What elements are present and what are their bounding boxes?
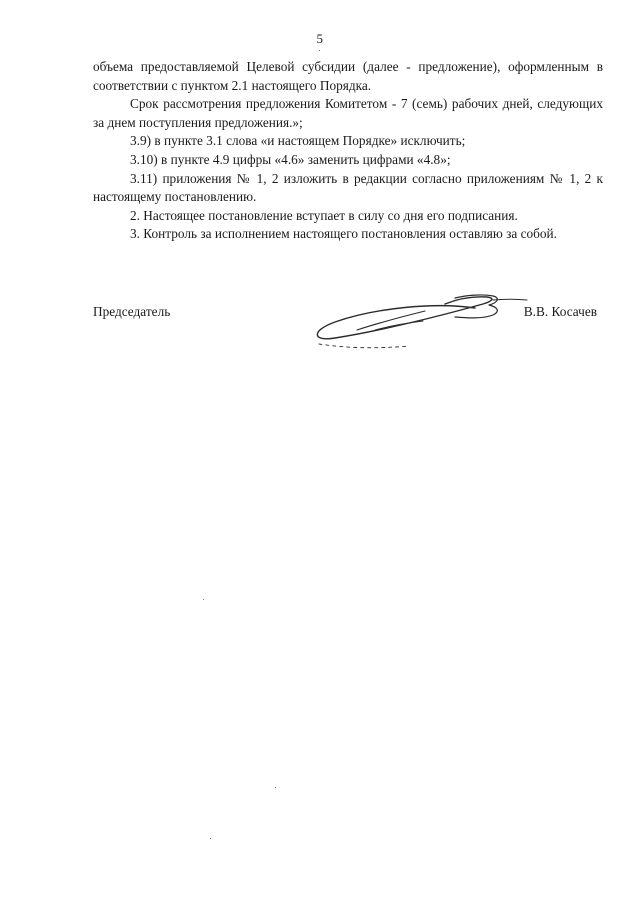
paragraph-item-3-11: 3.11) приложения № 1, 2 изложить в редакции согласно приложениям № 1, 2 к настоящему постановлению. xyxy=(93,170,603,205)
paragraph-subsidy-volume: объема предоставляемой Целевой субсидии (далее - предложение), оформленным в соответствии с пунктом 2.1 настоящего Порядка. xyxy=(93,59,603,93)
page-number: 5 xyxy=(316,31,324,46)
scan-speck xyxy=(319,50,320,51)
document-body xyxy=(93,58,603,244)
handwritten-signature xyxy=(305,286,530,358)
signatory-role: Председатель xyxy=(93,304,171,319)
paragraph-review-term: Срок рассмотрения предложения Комитетом - 7 (семь) рабочих дней, следующих за днем поступления предложения.»; xyxy=(93,96,603,130)
paragraph-item-2: 2. Настоящее постановление вступает в силу со дня его подписания. xyxy=(130,207,518,223)
paragraph-item-3: 3. Контроль за исполнением настоящего постановления оставляю за собой. xyxy=(130,226,557,242)
scan-speck xyxy=(210,838,211,839)
scan-speck xyxy=(275,787,276,788)
scan-speck xyxy=(203,599,204,600)
paragraph-item-3-9: 3.9) в пункте 3.1 слова «и настоящем Порядке» исключить; xyxy=(130,133,466,149)
signatory-name: В.В. Косачев xyxy=(523,304,597,319)
paragraph-item-3-10: 3.10) в пункте 4.9 цифры «4.6» заменить цифрами «4.8»; xyxy=(130,151,451,167)
